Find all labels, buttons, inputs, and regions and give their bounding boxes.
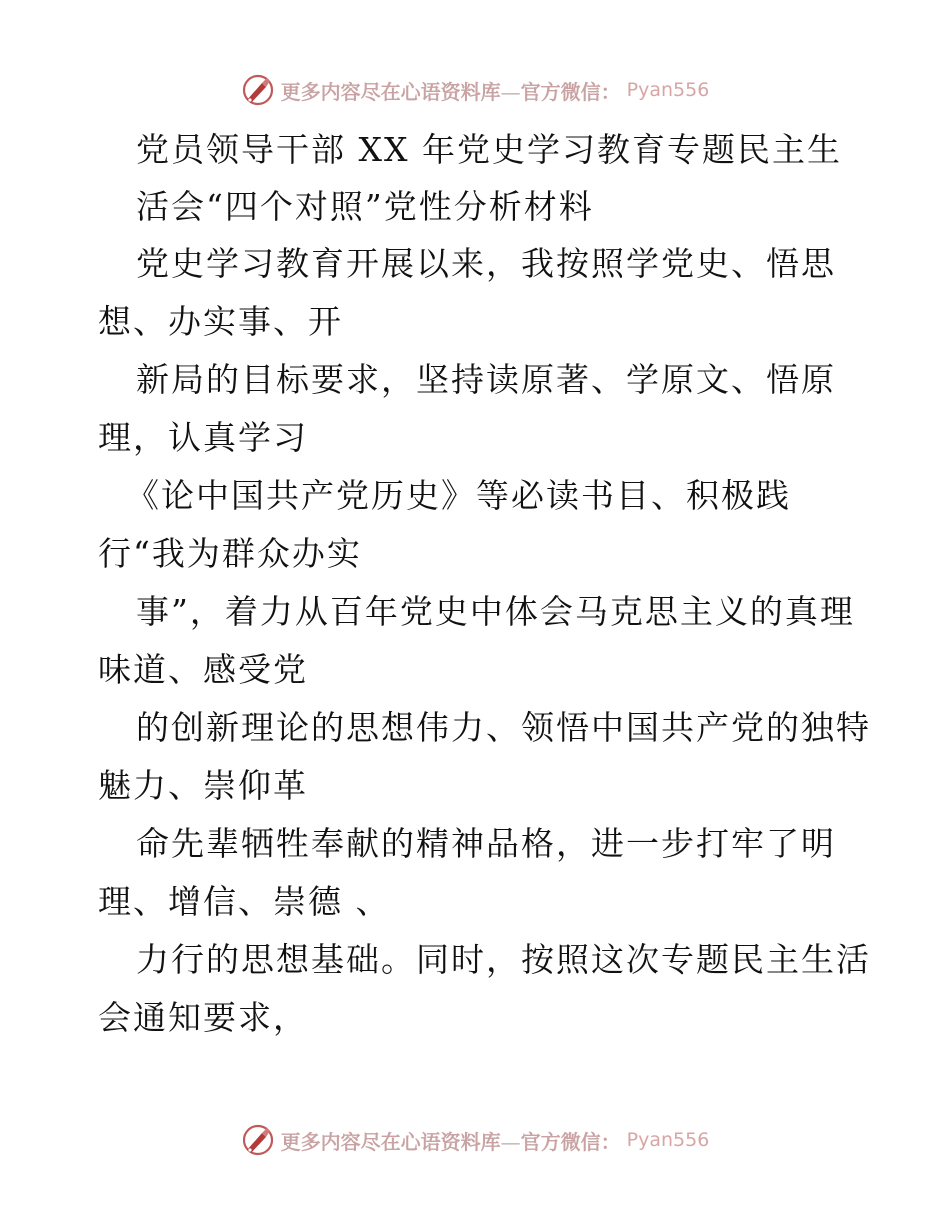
watermark-dash: — [500,1129,521,1154]
watermark-text [281,76,621,105]
paragraph-line: 新局的目标要求，坚持读原著、学原文、悟原 [136,360,836,399]
watermark-wechat-label: 官方微信： [520,79,621,104]
watermark-site: 更多内容尽在心语资料库 [280,1129,501,1154]
paragraph-line: 想、办实事、开 [98,302,343,341]
title-line: 党员领导干部 XX 年党史学习教育专题民主生 [136,130,842,169]
paragraph-line: 命先辈牺牲奉献的精神品格，进一步打牢了明 [136,824,836,863]
watermark-site: 更多内容尽在心语资料库 [280,79,501,104]
paragraph-line: 味道、感受党 [98,650,308,689]
watermark-wechat-label: 官方微信： [520,1129,621,1154]
paragraph-line: 《论中国共产党历史》等必读书目、积极践 [126,476,791,515]
paragraph-line: 党史学习教育开展以来，我按照学党史、悟思 [136,244,836,283]
header-watermark [0,70,950,110]
paragraph-line: 理、增信、崇德 、 [98,882,391,921]
paragraph-line: 行“我为群众办实 [98,534,362,573]
paragraph-line: 的创新理论的思想伟力、领悟中国共产党的独特 [136,708,871,747]
footer-watermark [0,1120,950,1160]
watermark-text [281,1126,621,1155]
paragraph-line: 会通知要求， [98,998,308,1037]
title-line: 活会“四个对照”党性分析材料 [136,187,594,226]
paragraph-line: 事”，着力从百年党史中体会马克思主义的真理 [136,592,855,631]
watermark-dash: — [500,79,521,104]
paragraph-line: 力行的思想基础。同时，按照这次专题民主生活 [136,940,871,979]
pen-logo-icon [241,73,275,107]
watermark-wechat-id: Pyan556 [626,1129,710,1151]
paragraph-line: 魅力、崇仰革 [98,766,308,805]
pen-logo-icon [241,1123,275,1157]
paragraph-line: 理，认真学习 [98,418,308,457]
watermark-wechat-id: Pyan556 [626,79,710,101]
